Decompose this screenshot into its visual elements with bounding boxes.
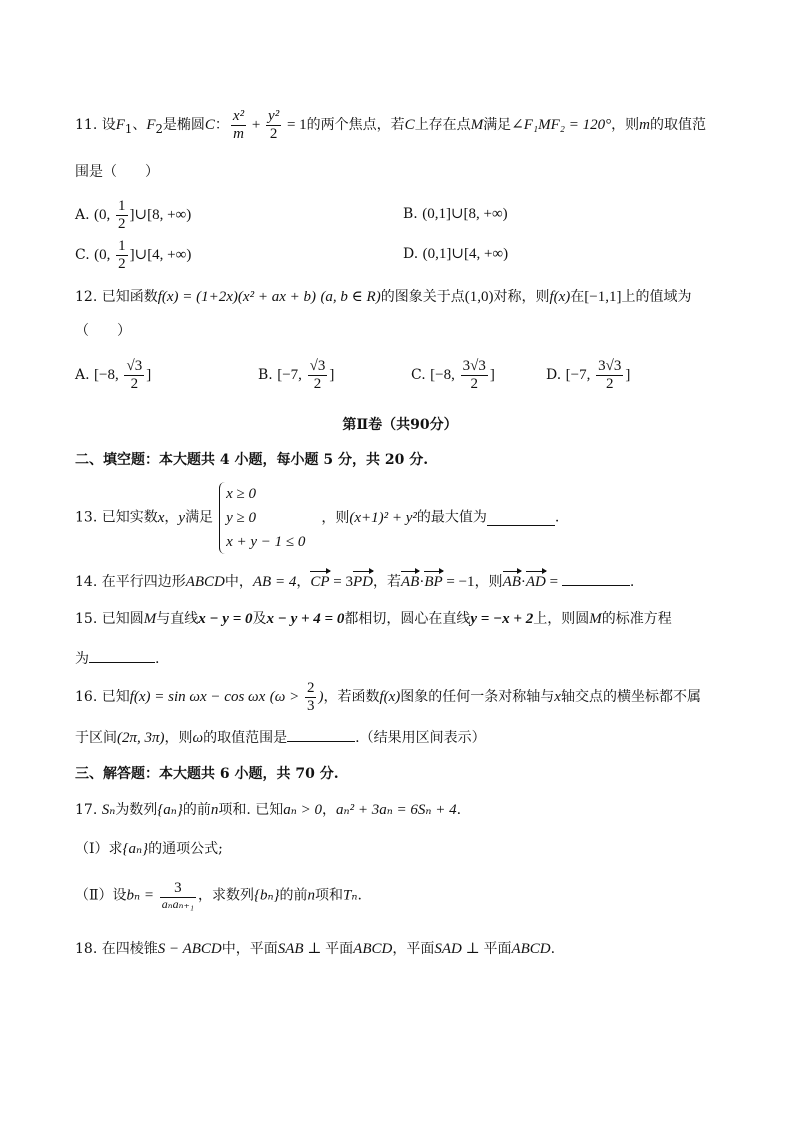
part2-title: 第Ⅱ卷（共90分）	[342, 417, 458, 433]
q16-line1: 16. 已知f(x) = sin ωx − cos ωx (ω > $\frac{2}{3}$ )，若函数f(x)图象的任何一条对称轴与x轴交点的横坐标都不属	[75, 680, 701, 714]
ellipse-frac-y: $\frac{\text{y²}}{2}$	[268, 108, 280, 142]
section2-heading: 二、填空题：本大题共 4 小题，每小题 5 分，共 20 分.	[75, 452, 429, 468]
q13-answer-blank[interactable]	[487, 511, 555, 526]
q11-line2: 围是（ ）	[75, 164, 159, 180]
q18-line: 18. 在四棱锥S − ABCD中，平面SAB ⊥ 平面ABCD，平面SAD ⊥ 平面ABCD.	[75, 941, 556, 957]
constraint-system: x ≥ 0 y ≥ 0 x + y − 1 ≤ 0	[219, 482, 305, 554]
q17-line1: 17. Sₙ为数列{aₙ}的前n项和. 已知aₙ > 0，aₙ² + 3aₙ = 6Sₙ + 4.	[75, 802, 462, 818]
q11-line1: 11. 设$F_1$、$F_2$是椭圆C： $\frac{\text{x²}}{m}$ + $\frac{\text{y²}}{2}$ = 1的两个焦点，若C上存在点M满足∠F₁MF₂ = 120°，则m的取值范	[75, 108, 706, 142]
ellipse-frac-x: $\frac{\text{x²}}{m}$	[232, 108, 245, 142]
q12-option-a[interactable]: A. [−8, $\frac{√3}{2}$ ]	[75, 358, 152, 392]
q16-answer-blank[interactable]	[287, 727, 355, 742]
q11-option-a[interactable]: A. (0, $\frac{1}{2}$ ]∪[8, +∞)	[75, 198, 192, 232]
q12-option-d[interactable]: D. [−7, $\frac{3√3}{2}$ ]	[546, 358, 631, 392]
q11-option-d[interactable]: D. (0,1]∪[4, +∞)	[403, 246, 509, 262]
q11-option-c[interactable]: C. (0, $\frac{1}{2}$ ]∪[4, +∞)	[75, 238, 192, 272]
q17-part1: （Ⅰ）求{aₙ}的通项公式;	[75, 841, 223, 857]
q16-number: 16. 已知	[75, 689, 130, 705]
q12-line2: （ ）	[75, 323, 131, 339]
q17-part2: （Ⅱ）设bₙ = $\frac{3}{\text{aₙaₙ₊₁}}$ ，求数列{bₙ}的前n项和Tₙ.	[75, 880, 362, 911]
q18-number: 18. 在四棱锥	[75, 941, 158, 957]
q15-line1: 15. 已知圆M与直线x − y = 0及x − y + 4 = 0都相切，圆心在直线y = −x + 2上，则圆M的标准方程	[75, 611, 672, 627]
q12-option-c[interactable]: C. [−8, $\frac{3√3}{2}$ ]	[411, 358, 495, 392]
section3-heading: 三、解答题：本大题共 6 小题，共 70 分.	[75, 766, 339, 782]
q14-number: 14. 在平行四边形	[75, 574, 186, 590]
q13-line: 13. 已知实数x，y满足 x ≥ 0 y ≥ 0 x + y − 1 ≤ 0 ，则(x+1)² + y²的最大值为 .	[75, 482, 559, 554]
q14-answer-blank[interactable]	[562, 571, 630, 586]
q12-line1: 12. 已知函数f(x) = (1+2x)(x² + ax + b) (a, b ∈ R)的图象关于点(1,0)对称，则f(x)在[−1,1]上的值域为	[75, 289, 692, 305]
q11-option-b[interactable]: B. (0,1]∪[8, +∞)	[403, 206, 508, 222]
q12-option-b[interactable]: B. [−7, $\frac{√3}{2}$ ]	[258, 358, 335, 392]
q15-answer-blank[interactable]	[89, 648, 155, 663]
angle-expr: ∠F₁MF₂ = 120°	[511, 117, 612, 133]
q12-number: 12. 已知函数	[75, 289, 158, 305]
q14-line: 14. 在平行四边形ABCD中，AB = 4，CP = 3PD，若AB·BP = −1，则AB·AD = .	[75, 571, 634, 591]
q15-number: 15. 已知圆	[75, 611, 144, 627]
q17-number: 17.	[75, 802, 98, 818]
q11-number: 11. 设	[75, 117, 116, 133]
q13-number: 13. 已知实数	[75, 509, 158, 526]
q15-line2: 为 .	[75, 648, 159, 668]
q16-line2: 于区间(2π, 3π)，则ω的取值范围是 .（结果用区间表示）	[75, 727, 486, 747]
